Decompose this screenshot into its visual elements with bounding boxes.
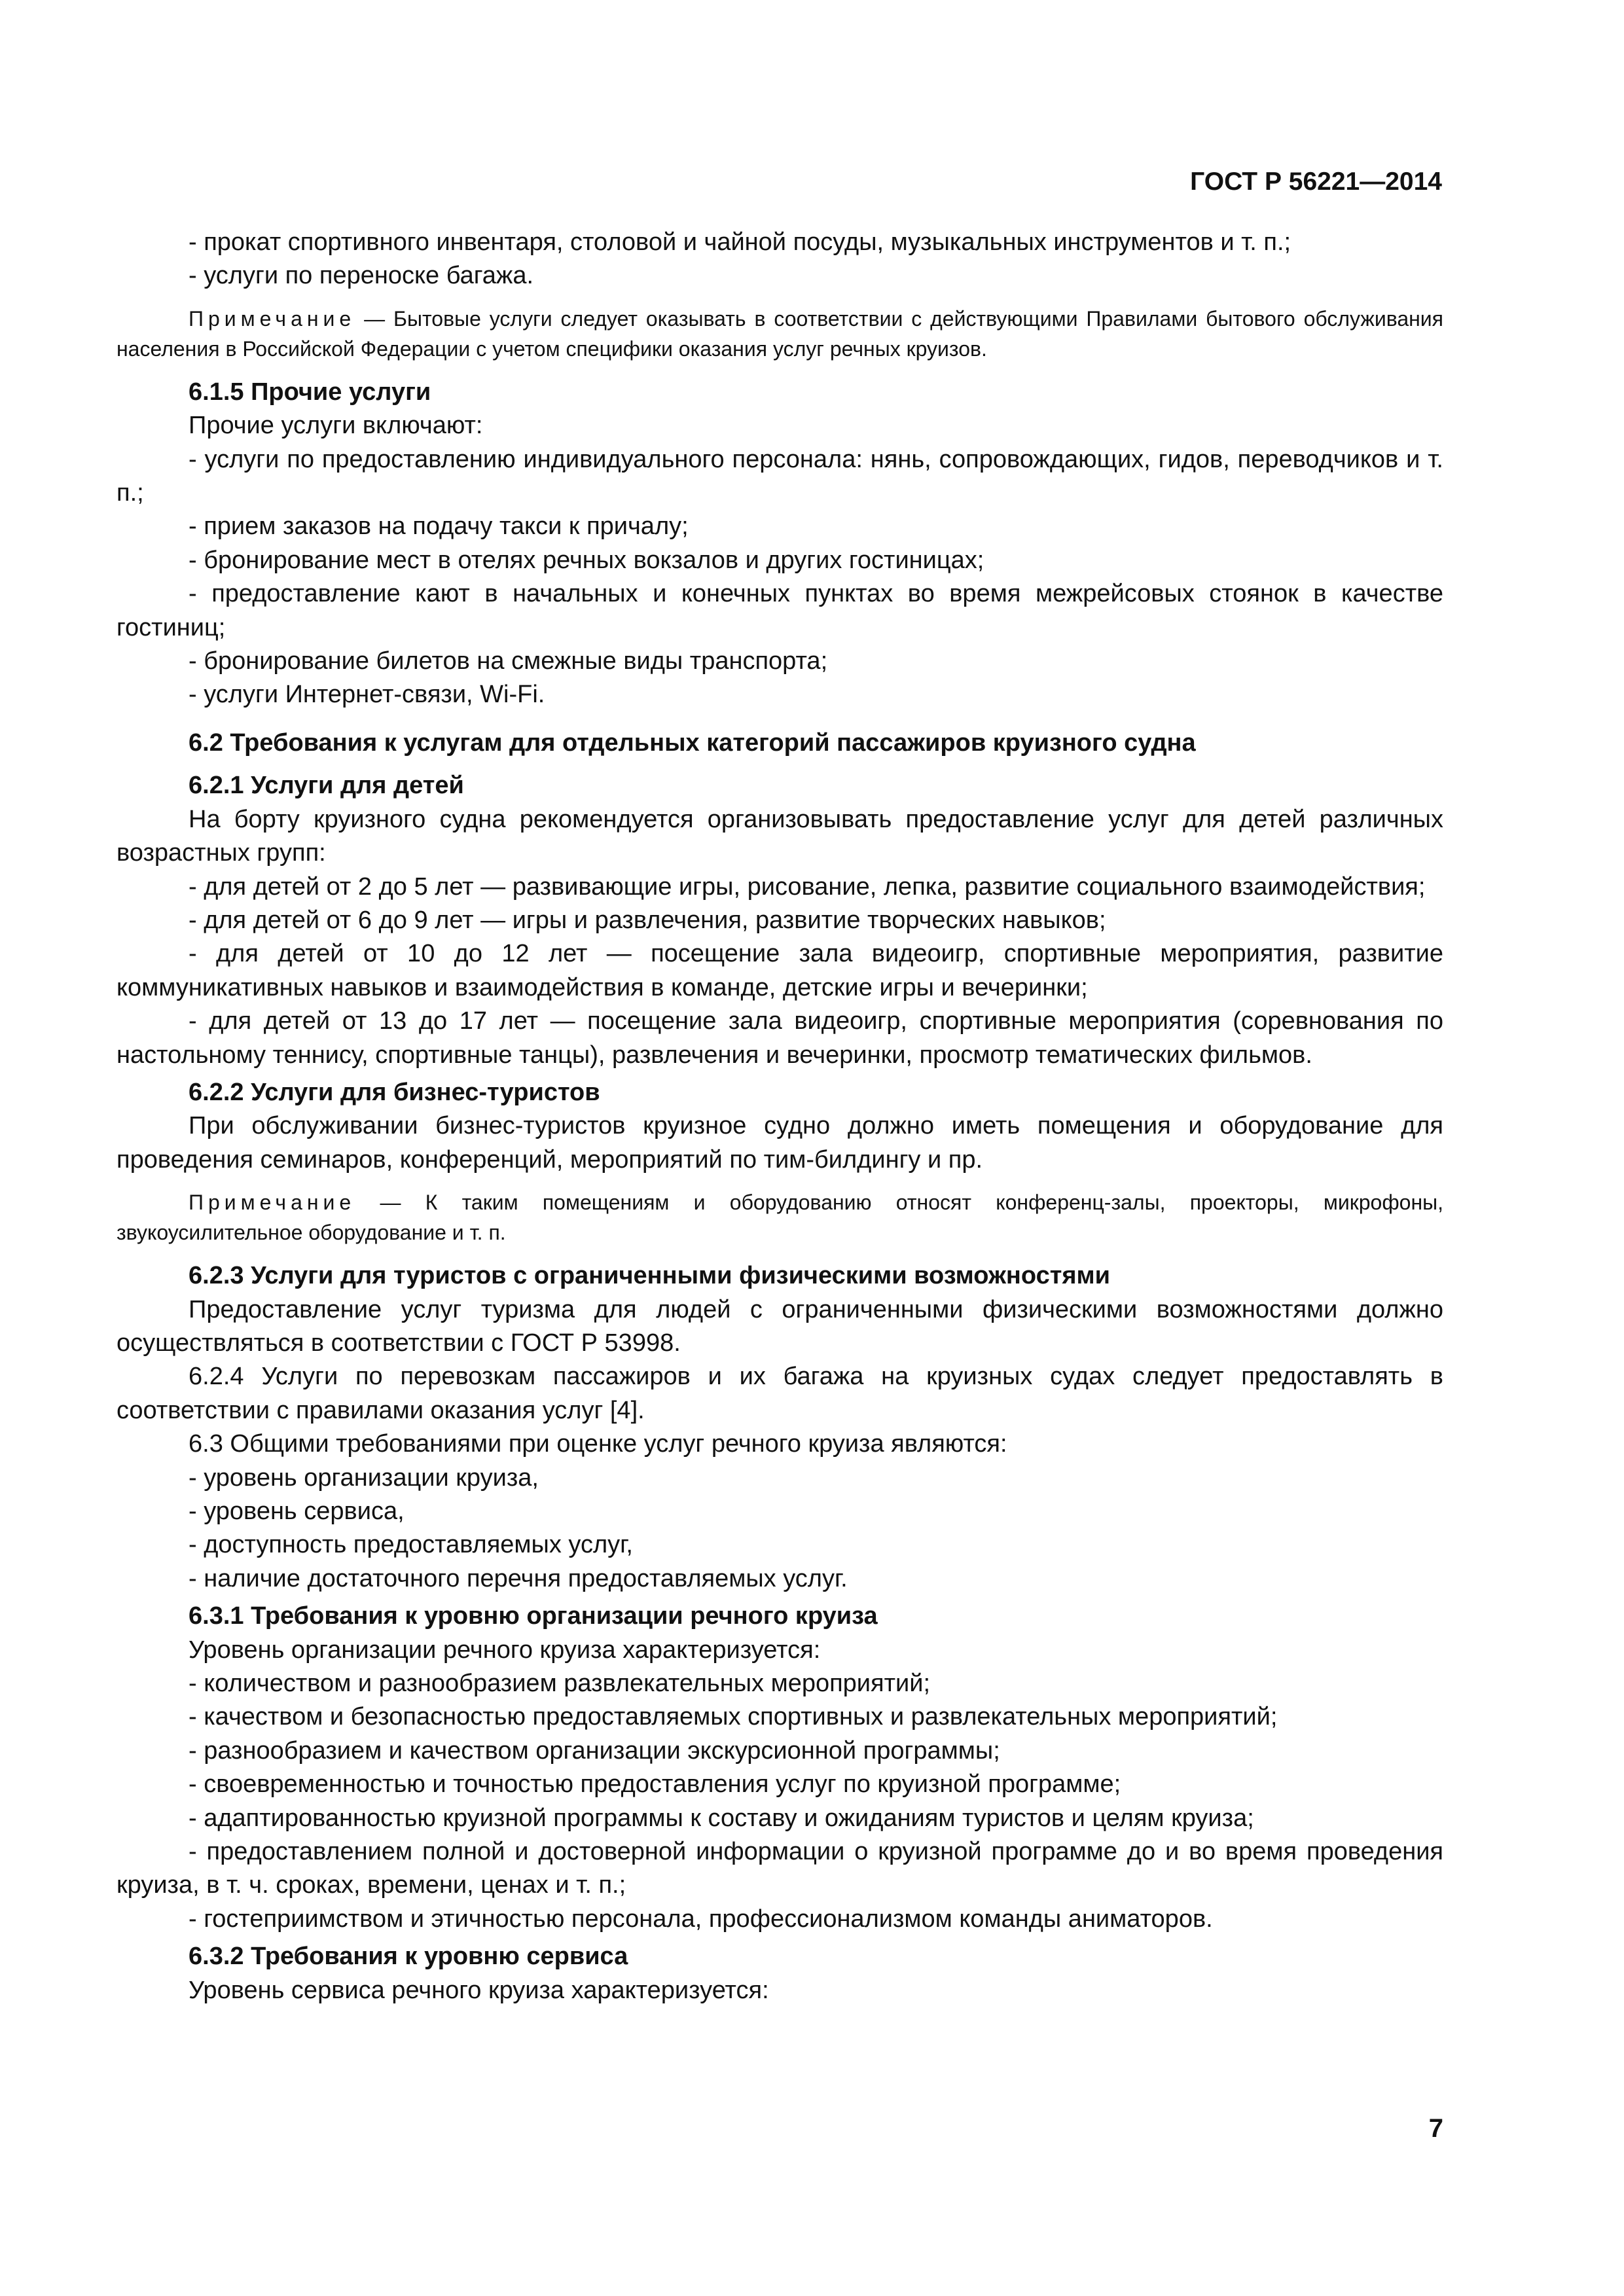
list-item: - услуги Интернет-связи, Wi-Fi. <box>189 681 545 709</box>
list-item: - уровень организации круиза, <box>189 1463 539 1492</box>
section-heading: 6.1.5 Прочие услуги <box>189 378 431 406</box>
paragraph: 6.2.4 Услуги по перевозкам пассажиров и их багажа на круизных судах следует предоставлять в соответствии с правилами оказания услуг [4]. <box>117 1363 1443 1424</box>
paragraph: Уровень организации речного круиза характеризуется: <box>189 1636 821 1664</box>
list-item: - адаптированностью круизной программы к составу и ожиданиям туристов и целям круиза; <box>189 1804 1254 1832</box>
paragraph: Уровень сервиса речного круиза характеризуется: <box>189 1976 769 2004</box>
list-item: - предоставление кают в начальных и конечных пунктах во время межрейсовых стоянок в качестве гостиниц; <box>117 580 1443 641</box>
paragraph: Прочие услуги включают: <box>189 412 483 440</box>
note <box>117 1187 1443 1247</box>
list-item: - для детей от 10 до 12 лет — посещение зала видеоигр, спортивные мероприятия, развитие коммуникативных навыков и взаимодействия в команде, детские игры и вечеринки; <box>117 940 1443 1001</box>
paragraph: Предоставление услуг туризма для людей с ограниченными физическими возможностями должно осуществляться в соответствии с ГОСТ Р 53998. <box>117 1295 1443 1357</box>
list-item: - бронирование билетов на смежные виды транспорта; <box>189 647 828 675</box>
note-lead: Примечание <box>189 1191 356 1215</box>
page-number: 7 <box>1428 2114 1443 2143</box>
list-item: - доступность предоставляемых услуг, <box>189 1531 633 1559</box>
section-heading: 6.2.2 Услуги для бизнес-туристов <box>189 1078 600 1106</box>
list-item: - для детей от 6 до 9 лет — игры и развлечения, развитие творческих навыков; <box>189 906 1106 934</box>
list-item: - услуги по предоставлению индивидуального персонала: нянь, сопровождающих, гидов, переводчиков и т. п.; <box>117 445 1443 507</box>
note-text: — К таким помещениям и оборудованию относят конференц-залы, проекторы, микрофоны, звукоусилительное оборудование и т. п. <box>117 1191 1443 1245</box>
list-item: - качеством и безопасностью предоставляемых спортивных и развлекательных мероприятий; <box>189 1703 1278 1731</box>
list-item: - своевременностью и точностью предоставления услуг по круизной программе; <box>189 1770 1121 1799</box>
section-heading: 6.3.2 Требования к уровню сервиса <box>189 1943 628 1971</box>
list-item: - разнообразием и качеством организации экскурсионной программы; <box>189 1736 1000 1765</box>
list-item: - прием заказов на подачу такси к причалу; <box>189 512 689 541</box>
section-heading: 6.2.1 Услуги для детей <box>189 772 464 800</box>
document-body <box>117 226 1443 2007</box>
paragraph: 6.3 Общими требованиями при оценке услуг речного круиза являются: <box>189 1430 1007 1458</box>
note <box>117 304 1443 364</box>
note-lead: Примечание <box>189 306 356 331</box>
paragraph: На борту круизного судна рекомендуется организовывать предоставление услуг для детей различных возрастных групп: <box>117 805 1443 867</box>
section-heading: 6.3.1 Требования к уровню организации речного круиза <box>189 1602 878 1630</box>
list-item: - бронирование мест в отелях речных вокзалов и других гостиницах; <box>189 546 984 574</box>
list-item: - предоставлением полной и достоверной информации о круизной программе до и во время проведения круиза, в т. ч. сроках, времени, ценах и т. п.; <box>117 1838 1443 1899</box>
standard-id: ГОСТ Р 56221—2014 <box>1190 168 1442 196</box>
list-item: - прокат спортивного инвентаря, столовой и чайной посуды, музыкальных инструментов и т. п.; <box>189 228 1291 256</box>
section-heading: 6.2.3 Услуги для туристов с ограниченными физическими возможностями <box>189 1262 1110 1290</box>
list-item: - для детей от 13 до 17 лет — посещение зала видеоигр, спортивные мероприятия (соревнования по настольному теннису, спортивные танцы), развлечения и вечеринки, просмотр тематических фильмов. <box>117 1007 1443 1069</box>
list-item: - наличие достаточного перечня предоставляемых услуг. <box>189 1564 848 1592</box>
note-text: — Бытовые услуги следует оказывать в соответствии с действующими Правилами бытового обслуживания населения в Российской Федерации с учетом специфики оказания услуг речных круизов. <box>117 306 1443 361</box>
list-item: - для детей от 2 до 5 лет — развивающие игры, рисование, лепка, развитие социального взаимодействия; <box>189 872 1426 901</box>
list-item: - услуги по переноске багажа. <box>189 262 534 290</box>
section-heading: 6.2 Требования к услугам для отдельных категорий пассажиров круизного судна <box>189 728 1196 757</box>
list-item: - гостеприимством и этичностью персонала, профессионализмом команды аниматоров. <box>189 1905 1213 1933</box>
list-item: - количеством и разнообразием развлекательных мероприятий; <box>189 1670 931 1698</box>
list-item: - уровень сервиса, <box>189 1498 405 1525</box>
paragraph: При обслуживании бизнес-туристов круизное судно должно иметь помещения и оборудование для проведения семинаров, конференций, мероприятий по тим-билдингу и пр. <box>117 1112 1443 1174</box>
